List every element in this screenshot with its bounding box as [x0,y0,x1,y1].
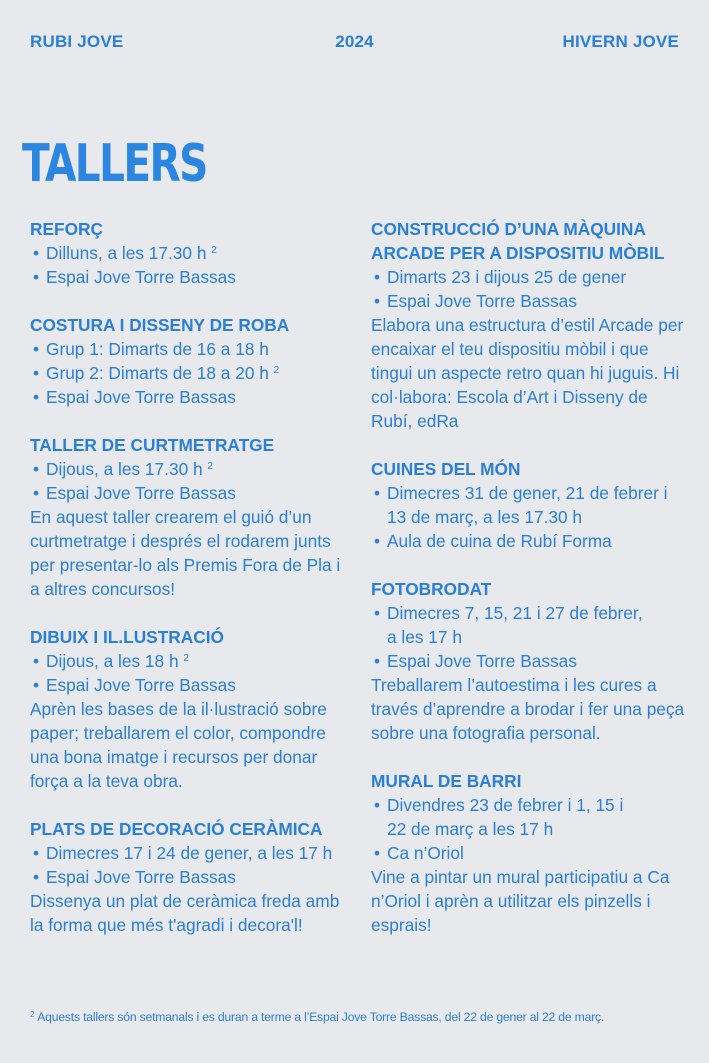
header-brand: RUBI JOVE [30,32,124,51]
workshop-mural [371,769,691,937]
location-item: • Espai Jove Torre Bassas [30,673,350,697]
footnote-marker: 2 [211,245,217,256]
schedule-item: • Dijous, a les 18 h $^2$ [30,649,350,673]
workshop-title-line2: ARCADE PER A DISPOSITIU MÒBIL [371,243,665,263]
workshop-details [371,481,691,553]
workshop-details [371,793,691,865]
workshop-title: COSTURA I DISSENY DE ROBA [30,315,290,335]
location-item: • Ca n’Oriol [371,841,691,865]
workshop-description: Elabora una estructura d’estil Arcade per encaixar el teu dispositiu mòbil i que tingui un aspecte retro quan hi juguis. Hi col·labora: Escola d’Art i Disseny de Rubí, edRa [371,315,684,431]
page-title: TALLERS [22,134,207,194]
workshop-title: DIBUIX I IL.LUSTRACIÓ [30,627,224,647]
schedule-item: • Dijous, a les 17.30 h $^2$ [30,457,350,481]
workshop-ceramica [30,817,350,937]
workshop-title: TALLER DE CURTMETRATGE [30,435,275,455]
workshop-title: CUINES DEL MÓN [371,459,521,479]
location-item: • Espai Jove Torre Bassas [30,481,350,505]
footnote-text: Aquests tallers són setmanals i es duran a terme a l’Espai Jove Torre Bassas, del 22 de gener al 22 de març. [37,1010,605,1024]
right-column [371,217,691,961]
workshop-description: En aquest taller crearem el guió d’un curtmetratge i després el rodarem junts per presentar-lo als Premis Fora de Pla i a altres concursos! [30,507,341,599]
workshop-details [30,841,350,889]
workshop-curtmetratge [30,433,350,601]
workshop-arcade [371,217,691,433]
workshop-costura [30,313,350,409]
location-item: • Espai Jove Torre Bassas [30,865,350,889]
location-item: • Aula de cuina de Rubí Forma [371,529,691,553]
schedule-item: • Dilluns, a les 17.30 h $^2$ [30,241,350,265]
workshop-details [30,457,350,505]
workshop-dibuix [30,625,350,793]
workshop-reforc [30,217,350,289]
left-column [30,217,350,961]
workshop-description: Vine a pintar un mural participatiu a Ca n’Oriol i aprèn a utilitzar els pinzells i esprais! [371,867,670,935]
workshop-details [30,241,350,289]
schedule-item: • Divendres 23 de febrer i 1, 15 i 22 de març a les 17 h [371,793,642,841]
footnote-marker: 2 [273,365,280,376]
workshop-title: REFORÇ [30,219,103,239]
location-item: • Espai Jove Torre Bassas [371,649,691,673]
workshop-description: Dissenya un plat de ceràmica freda amb la forma que més t'agradi i decora'l! [30,891,340,935]
workshop-details [371,601,691,673]
footnote-marker: 2 [183,653,189,664]
schedule-item: • Grup 1: Dimarts de 16 a 18 h [30,337,350,361]
workshop-description: Aprèn les bases de la il·lustració sobre paper; treballarem el color, compondre una bona imatge i recursos per donar força a la teva obra. [30,699,327,791]
workshop-description: Treballarem l’autoestima i les cures a través d’aprendre a brodar i fer una peça sobre una fotografia personal. [371,675,685,743]
page-header [30,32,679,54]
workshop-title: CONSTRUCCIÓ D’UNA MÀQUINA [371,219,646,239]
schedule-item: • Dimecres 17 i 24 de gener, a les 17 h [30,841,350,865]
header-season: HIVERN JOVE [562,32,679,51]
workshop-title: FOTOBRODAT [371,579,492,599]
workshop-details [30,337,350,409]
workshop-fotobrodat [371,577,691,745]
workshop-details [30,649,350,697]
workshop-title: MURAL DE BARRI [371,771,522,791]
schedule-item: • Dimarts 23 i dijous 25 de gener [371,265,691,289]
schedule-item: • Grup 2: Dimarts de 18 a 20 h $^2$ [30,361,350,385]
footnote [30,1009,687,1025]
header-year: 2024 [335,32,374,51]
location-item: • Espai Jove Torre Bassas [371,289,691,313]
workshop-cuines [371,457,691,553]
location-item: • Espai Jove Torre Bassas [30,265,350,289]
schedule-item: • Dimecres 7, 15, 21 i 27 de febrer, a les 17 h [371,601,652,649]
location-item: • Espai Jove Torre Bassas [30,385,350,409]
schedule-item: • Dimecres 31 de gener, 21 de febrer i 13 de març, a les 17.30 h [371,481,687,529]
footnote-marker: 2 [207,461,213,472]
workshop-details [371,265,691,313]
workshop-title: PLATS DE DECORACIÓ CERÀMICA [30,819,323,839]
footnote-marker: 2 [30,1010,35,1019]
